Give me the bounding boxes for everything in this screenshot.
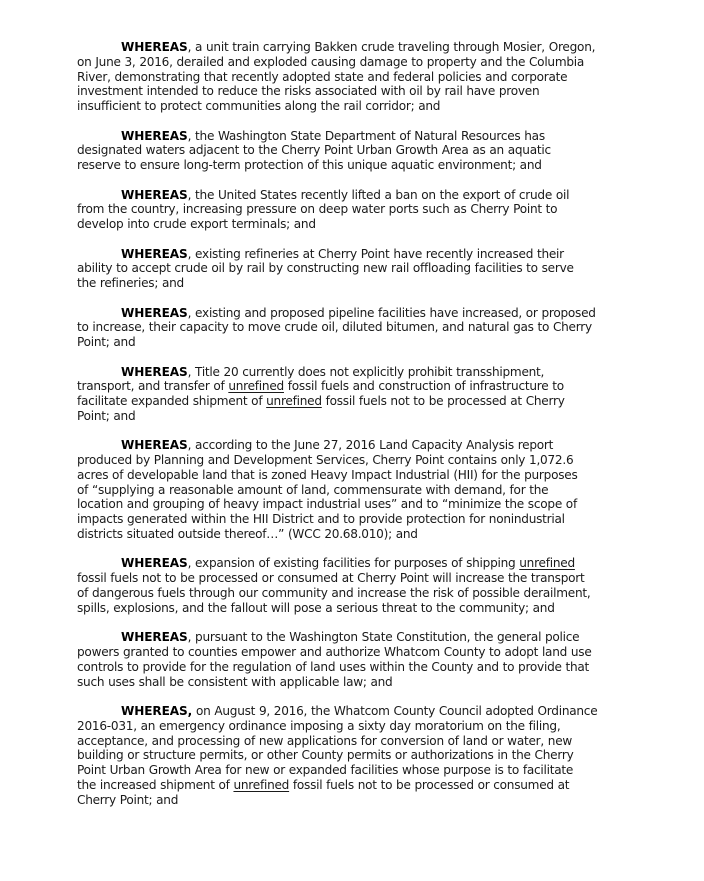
whereas-keyword: WHEREAS: [121, 630, 188, 645]
paragraph-line: [77, 527, 637, 542]
text-segment: , existing refineries at Cherry Point have recently increased their: [187, 246, 564, 261]
paragraph-first-line: [77, 306, 637, 321]
text-segment: fossil fuels not to be processed or consumed at Cherry Point will increase the transport: [77, 571, 585, 586]
text-segment: Point; and: [77, 335, 136, 350]
paragraph-first-line: [77, 704, 637, 719]
paragraph-line: [77, 586, 637, 601]
text-segment: impacts generated within the HII District and to provide protection for nonindustrial: [77, 512, 565, 527]
paragraph-line: [77, 409, 637, 424]
paragraph-line: [77, 645, 637, 660]
paragraph-line: [77, 143, 637, 158]
whereas-keyword: WHEREAS,: [121, 704, 193, 719]
whereas-paragraph: [77, 704, 637, 808]
paragraph-line: [77, 99, 637, 114]
text-segment: designated waters adjacent to the Cherry Point Urban Growth Area as an aquatic: [77, 143, 551, 158]
whereas-paragraph: [77, 129, 637, 173]
whereas-keyword: WHEREAS: [121, 128, 188, 143]
whereas-paragraph: [77, 247, 637, 291]
document-body: [77, 40, 637, 822]
text-segment: 2016-031, an emergency ordinance imposing a sixty day moratorium on the filing,: [77, 718, 561, 733]
whereas-paragraph: [77, 306, 637, 350]
paragraph-first-line: [77, 438, 637, 453]
text-segment: , according to the June 27, 2016 Land Capacity Analysis report: [187, 438, 554, 453]
text-segment: , the United States recently lifted a ban on the export of crude oil: [187, 187, 570, 202]
whereas-paragraph: [77, 556, 637, 615]
text-segment: fossil fuels not to be processed at Cherry: [321, 394, 565, 409]
paragraph-first-line: [77, 556, 637, 571]
paragraph-line: [77, 468, 637, 483]
text-segment: produced by Planning and Development Services, Cherry Point contains only 1,072.6: [77, 453, 574, 468]
text-segment: , the Washington State Department of Natural Resources has: [187, 128, 545, 143]
paragraph-first-line: [77, 630, 637, 645]
paragraph-first-line: [77, 129, 637, 144]
text-segment: location and grouping of heavy impact industrial uses” and to “minimize the scope of: [77, 497, 577, 512]
paragraph-line: [77, 158, 637, 173]
text-segment: the refineries; and: [77, 276, 184, 291]
whereas-keyword: WHEREAS: [121, 246, 188, 261]
text-segment: Cherry Point; and: [77, 792, 179, 807]
paragraph-line: [77, 335, 637, 350]
paragraph-line: [77, 748, 637, 763]
paragraph-line: [77, 793, 637, 808]
whereas-keyword: WHEREAS: [121, 187, 188, 202]
text-segment: powers granted to counties empower and authorize Whatcom County to adopt land use: [77, 645, 592, 660]
text-segment: River, demonstrating that recently adopted state and federal policies and corporate: [77, 69, 568, 84]
paragraph-line: [77, 84, 637, 99]
paragraph-line: [77, 320, 637, 335]
text-segment: on June 3, 2016, derailed and exploded causing damage to property and the Columbia: [77, 54, 585, 69]
paragraph-line: [77, 394, 637, 409]
paragraph-line: [77, 202, 637, 217]
underlined-term: unrefined: [519, 556, 575, 571]
paragraph-line: [77, 719, 637, 734]
text-segment: ability to accept crude oil by rail by constructing new rail offloading facilities to serve: [77, 261, 574, 276]
paragraph-line: [77, 217, 637, 232]
paragraph-line: [77, 55, 637, 70]
paragraph-line: [77, 763, 637, 778]
whereas-keyword: WHEREAS: [121, 556, 188, 571]
paragraph-line: [77, 70, 637, 85]
text-segment: fossil fuels and construction of infrastructure to: [283, 379, 564, 394]
paragraph-first-line: [77, 40, 637, 55]
paragraph-line: [77, 734, 637, 749]
paragraph-line: [77, 512, 637, 527]
text-segment: , pursuant to the Washington State Constitution, the general police: [187, 630, 580, 645]
text-segment: acres of developable land that is zoned Heavy Impact Industrial (HII) for the purposes: [77, 467, 578, 482]
paragraph-first-line: [77, 247, 637, 262]
whereas-keyword: WHEREAS: [121, 364, 188, 379]
text-segment: , existing and proposed pipeline facilities have increased, or proposed: [187, 305, 596, 320]
whereas-paragraph: [77, 630, 637, 689]
text-segment: acceptance, and processing of new applications for conversion of land or water, new: [77, 733, 573, 748]
text-segment: facilitate expanded shipment of: [77, 394, 267, 409]
paragraph-line: [77, 660, 637, 675]
paragraph-line: [77, 778, 637, 793]
underlined-term: unrefined: [228, 379, 284, 394]
text-segment: develop into crude export terminals; and: [77, 217, 316, 232]
text-segment: such uses shall be consistent with applicable law; and: [77, 674, 393, 689]
text-segment: of “supplying a reasonable amount of land, commensurate with demand, for the: [77, 482, 549, 497]
text-segment: , expansion of existing facilities for purposes of shipping: [187, 556, 520, 571]
text-segment: insufficient to protect communities along the rail corridor; and: [77, 99, 441, 114]
whereas-paragraph: [77, 40, 637, 114]
text-segment: Point Urban Growth Area for new or expanded facilities whose purpose is to facilitate: [77, 763, 574, 778]
whereas-keyword: WHEREAS: [121, 438, 188, 453]
text-segment: the increased shipment of: [77, 778, 234, 793]
text-segment: controls to provide for the regulation of land uses within the County and to provide that: [77, 659, 590, 674]
whereas-paragraph: [77, 438, 637, 542]
text-segment: building or structure permits, or other County permits or authorizations in the Cherry: [77, 748, 574, 763]
text-segment: investment intended to reduce the risks associated with oil by rail have proven: [77, 84, 540, 99]
paragraph-line: [77, 261, 637, 276]
paragraph-line: [77, 276, 637, 291]
text-segment: to increase, their capacity to move crude oil, diluted bitumen, and natural gas to Cherry: [77, 320, 592, 335]
whereas-keyword: WHEREAS: [121, 40, 188, 54]
text-segment: Point; and: [77, 408, 136, 423]
text-segment: reserve to ensure long-term protection of this unique aquatic environment; and: [77, 158, 542, 173]
paragraph-line: [77, 601, 637, 616]
whereas-keyword: WHEREAS: [121, 305, 188, 320]
text-segment: spills, explosions, and the fallout will pose a serious threat to the community; and: [77, 600, 555, 615]
paragraph-first-line: [77, 188, 637, 203]
text-segment: transport, and transfer of: [77, 379, 229, 394]
paragraph-line: [77, 571, 637, 586]
text-segment: from the country, increasing pressure on deep water ports such as Cherry Point to: [77, 202, 558, 217]
paragraph-first-line: [77, 365, 637, 380]
paragraph-line: [77, 675, 637, 690]
underlined-term: unrefined: [233, 778, 290, 793]
paragraph-line: [77, 379, 637, 394]
paragraph-line: [77, 497, 637, 512]
text-segment: on August 9, 2016, the Whatcom County Council adopted Ordinance: [192, 704, 598, 719]
text-segment: districts situated outside thereof…” (WCC 20.68.010); and: [77, 527, 418, 542]
whereas-paragraph: [77, 188, 637, 232]
underlined-term: unrefined: [266, 394, 322, 409]
whereas-paragraph: [77, 365, 637, 424]
text-segment: of dangerous fuels through our community and increase the risk of possible derailment,: [77, 586, 591, 601]
text-segment: fossil fuels not to be processed or consumed at: [289, 778, 570, 793]
paragraph-line: [77, 453, 637, 468]
paragraph-line: [77, 483, 637, 498]
text-segment: , a unit train carrying Bakken crude traveling through Mosier, Oregon,: [187, 40, 596, 54]
text-segment: , Title 20 currently does not explicitly prohibit transshipment,: [187, 364, 545, 379]
